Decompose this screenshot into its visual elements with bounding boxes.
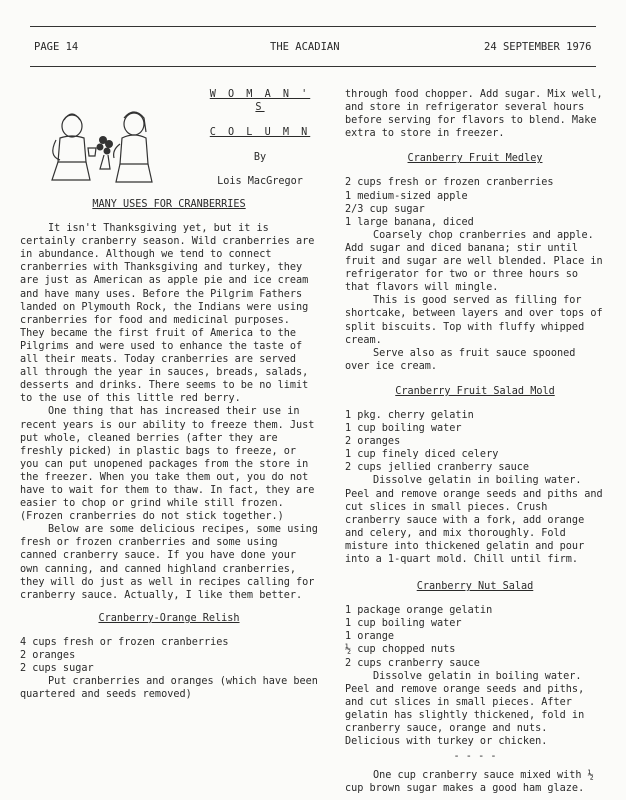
byline-author: Lois MacGregor bbox=[217, 176, 303, 187]
article-paragraph-2: One thing that has increased their use in recent years is our ability to freeze them. Just put whole, cleaned berries (after they are freshly picked) in plastic bags to freeze, or you can put unopened packages from the store in the freezer. When you take them out, you do not have to wait for them to thaw. In fact, they are easier to chop or grind while still frozen. (Frozen cranberries do not stick together.) bbox=[20, 406, 315, 523]
relish-ingredient: 2 cups sugar bbox=[20, 663, 94, 675]
medley-title: Cranberry Fruit Medley bbox=[407, 153, 543, 165]
relish-method-start: Put cranberries and oranges (which have been quartered and seeds removed) bbox=[20, 676, 318, 701]
byline-by: By bbox=[253, 152, 267, 163]
nut-salad-ingredient: 1 cup boiling water bbox=[345, 618, 462, 630]
header-rule bbox=[30, 66, 596, 67]
medley-method: Coarsely chop cranberries and apple. Add sugar and diced banana; stir until fruit and sugar are well blended. Place in refrigerator for two or three hours so that flavors will mingle. bbox=[345, 229, 603, 294]
medley-note-1: This is good served as filling for shortcake, between layers and over tops of split biscuits. Top with fluffy whipped cream. bbox=[345, 295, 603, 346]
column-title bbox=[205, 88, 315, 151]
article-title: MANY USES FOR CRANBERRIES bbox=[92, 199, 246, 210]
salad-mold-title: Cranberry Fruit Salad Mold bbox=[395, 385, 555, 397]
article-paragraph-1: It isn't Thanksgiving yet, but it is certainly cranberry season. Wild cranberries are in abundance. Although we tend to connect cranberries with Thanksgiving and turkey, they are just as American as apple pie and ice cream and have many uses. Before the Pilgrim Fathers landed on Plymouth Rock, the Indians were using cranberries for food and medicinal purposes. They became the first fruit of America to the Pilgrims and were used to enhance the taste of all their meats. Today cranberries are served all through the year in sauces, breads, salads, desserts and drinks. There seems to be no limit to the use of this little red berry. bbox=[20, 223, 315, 405]
byline bbox=[205, 146, 315, 194]
relish-title: Cranberry-Orange Relish bbox=[98, 612, 240, 624]
nut-salad-ingredient: 2 cups cranberry sauce bbox=[345, 657, 480, 669]
top-rule bbox=[30, 26, 596, 27]
column-title-line1: W O M A N ' S bbox=[209, 89, 311, 114]
relish-ingredient: 4 cups fresh or frozen cranberries bbox=[20, 636, 229, 648]
relish-method-continued: through food chopper. Add sugar. Mix well, and store in refrigerator several hours before serving for flavors to blend. Make extra to store in freezer. bbox=[345, 89, 603, 140]
nut-salad-ingredient: ½ cup chopped nuts bbox=[345, 644, 456, 656]
salad-mold-ingredient: 1 pkg. cherry gelatin bbox=[345, 409, 474, 421]
salad-mold-ingredient: 1 cup boiling water bbox=[345, 423, 462, 435]
nut-salad-title: Cranberry Nut Salad bbox=[416, 581, 534, 593]
salad-mold-ingredient: 2 oranges bbox=[345, 436, 401, 448]
article-paragraph-3: Below are some delicious recipes, some using fresh or frozen cranberries and some using canned cranberry sauce. If you have done your own canning, and canned highland cranberries, they will do just as well in recipes calling for cranberry sauce. Actually, I like them better. bbox=[20, 524, 318, 601]
nut-salad-method: Dissolve gelatin in boiling water. Peel and remove orange seeds and piths, and cut slices in small pieces. After gelatin has slightly thickened, fold in cranberry sauce, orange and nuts. Delicious with turkey or chicken. bbox=[345, 670, 585, 748]
nut-salad-ingredient: 1 package orange gelatin bbox=[345, 605, 493, 617]
medley-note-2: Serve also as fruit sauce spooned over ice cream. bbox=[345, 347, 576, 372]
two-women-illustration bbox=[42, 110, 162, 188]
newspaper-name: THE ACADIAN bbox=[270, 41, 340, 53]
right-column bbox=[345, 88, 605, 796]
medley-ingredient: 2/3 cup sugar bbox=[345, 203, 425, 215]
medley-ingredient: 2 cups fresh or frozen cranberries bbox=[345, 177, 554, 189]
salad-mold-ingredient: 1 cup finely diced celery bbox=[345, 449, 499, 461]
nut-salad-ingredient: 1 orange bbox=[345, 631, 395, 643]
section-separator: - - - - bbox=[453, 751, 497, 763]
column-title-line2: C O L U M N bbox=[209, 127, 311, 139]
medley-ingredient: 1 medium-sized apple bbox=[345, 190, 468, 202]
salad-mold-ingredient: 2 cups jellied cranberry sauce bbox=[345, 462, 530, 474]
issue-date: 24 SEPTEMBER 1976 bbox=[484, 41, 592, 53]
salad-mold-method: Dissolve gelatin in boiling water. Peel and remove orange seeds and piths and cut slices in small pieces. Crush cranberry sauce with a fork, add orange and celery, and mix thoroughly. Fold misture into thickened gelatin and pour into a 1-quart mold. Chill until firm. bbox=[345, 475, 603, 565]
page-number: PAGE 14 bbox=[34, 41, 79, 53]
relish-ingredient: 2 oranges bbox=[20, 650, 76, 661]
ham-glaze-tip: One cup cranberry sauce mixed with ½ cup brown sugar makes a good ham glaze. bbox=[345, 770, 594, 795]
medley-ingredient: 1 large banana, diced bbox=[345, 216, 474, 228]
